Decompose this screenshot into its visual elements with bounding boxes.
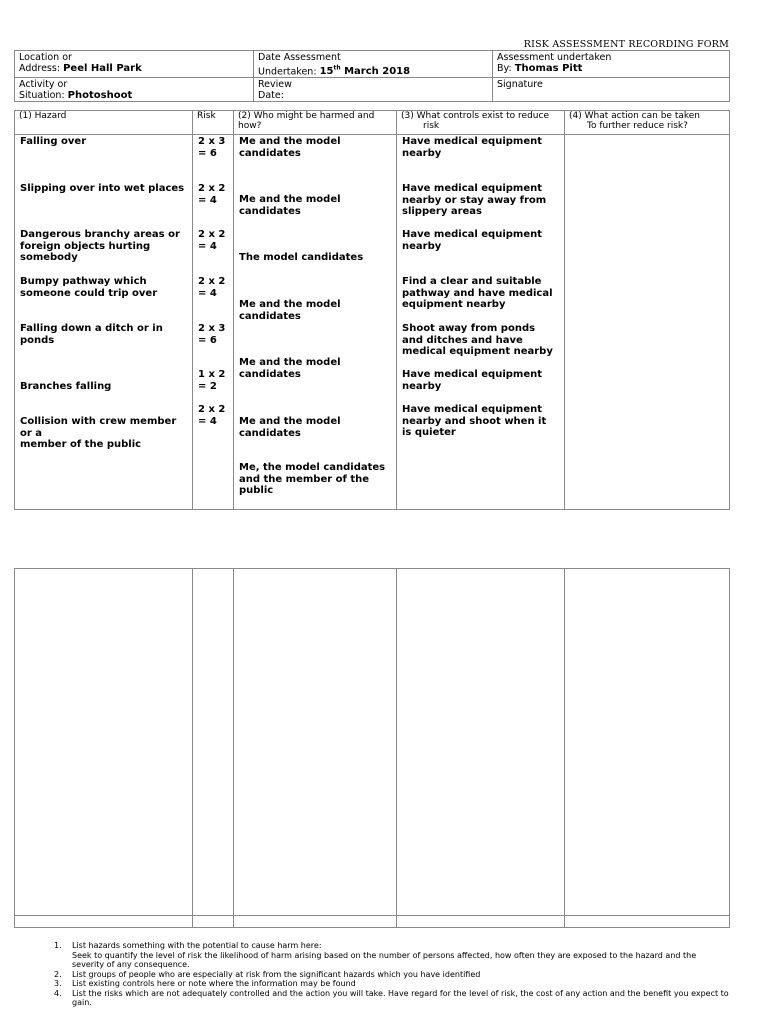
control-entry: Have medical equipment nearby bbox=[402, 369, 543, 392]
date-assessment-cell bbox=[254, 51, 493, 78]
harmed-entry: Me and the model candidates bbox=[239, 299, 341, 322]
signature-cell bbox=[493, 78, 730, 102]
harmed-entry: Me and the model candidates bbox=[239, 416, 341, 439]
hazard-column bbox=[15, 135, 193, 510]
risk-rating: 2 x 2 = 4 bbox=[198, 183, 226, 206]
risk-column bbox=[193, 135, 234, 510]
blank-cell bbox=[397, 569, 565, 916]
harmed-entry: Me, the model candidates and the member of the public bbox=[239, 462, 386, 497]
instruction-item: 2. List groups of people who are especially at risk from the significant hazards which you have identified bbox=[54, 969, 481, 979]
risk-rating: 2 x 3 = 6 bbox=[198, 136, 226, 159]
blank-cell bbox=[193, 916, 234, 928]
undertaken-suffix: th bbox=[333, 65, 341, 72]
header-table bbox=[14, 50, 730, 102]
date-label: Date: bbox=[258, 90, 284, 102]
control-entry: Have medical equipment nearby bbox=[402, 229, 543, 252]
blank-cell bbox=[193, 569, 234, 916]
risk-table bbox=[14, 110, 730, 510]
blank-cell bbox=[565, 569, 730, 916]
hazard-entry: Slipping over into wet places bbox=[20, 183, 185, 194]
location-label: Location or bbox=[19, 52, 72, 63]
control-entry: Have medical equipment nearby and shoot when it is quieter bbox=[402, 404, 547, 439]
blank-cell bbox=[565, 916, 730, 928]
situation-value: Photoshoot bbox=[67, 90, 133, 102]
harmed-entry: Me and the model candidates bbox=[239, 357, 341, 380]
action-column-header: (4) What action can be taken To further reduce risk? bbox=[565, 111, 730, 135]
risk-rating: 1 x 2 = 2 bbox=[198, 369, 226, 392]
blank-cell bbox=[397, 916, 565, 928]
blank-cell bbox=[234, 916, 397, 928]
assessor-cell bbox=[493, 51, 730, 78]
controls-column bbox=[397, 135, 565, 510]
signature-label: Signature bbox=[497, 79, 543, 91]
continuation-table bbox=[14, 568, 730, 928]
instruction-item: 4. List the risks which are not adequately controlled and the action you will take. Have regard for the level of risk, the cost of any action and the benefit you expect to gain. bbox=[54, 988, 729, 1007]
undertaken-label: Undertaken: bbox=[258, 66, 317, 78]
who-column bbox=[234, 135, 397, 510]
address-label: Address: bbox=[19, 63, 61, 74]
by-value: Thomas Pitt bbox=[514, 63, 583, 74]
risk-rating: 2 x 2 = 4 bbox=[198, 404, 226, 427]
controls-column-header: (3) What controls exist to reduce risk bbox=[397, 111, 565, 135]
hazard-entry: Collision with crew member or a member of the public bbox=[20, 416, 177, 451]
harmed-entry: Me and the model candidates bbox=[239, 194, 341, 217]
control-entry: Have medical equipment nearby bbox=[402, 136, 543, 159]
hazard-column-header: (1) Hazard bbox=[15, 111, 193, 135]
hazard-entry: Falling down a ditch or in ponds bbox=[20, 323, 163, 346]
control-entry: Have medical equipment nearby or stay away from slippery areas bbox=[402, 183, 547, 218]
blank-cell bbox=[15, 569, 193, 916]
undertaken-day: 15 bbox=[319, 66, 334, 78]
assessment-undertaken-label: Assessment undertaken bbox=[497, 52, 612, 63]
hazard-entry: Branches falling bbox=[20, 381, 112, 392]
by-label: By: bbox=[497, 63, 512, 74]
form-title: RISK ASSESSMENT RECORDING FORM bbox=[523, 39, 729, 50]
review-label: Review bbox=[258, 79, 292, 91]
blank-cell bbox=[234, 569, 397, 916]
risk-rating: 2 x 3 = 6 bbox=[198, 323, 226, 346]
who-column-header: (2) Who might be harmed and how? bbox=[234, 111, 397, 135]
instruction-item: 1. List hazards something with the potential to cause harm here: Seek to quantify the level of risk the likelihood of harm arising based on the number of persons affected, how often they are exposed to the hazard and the severity of any consequence. bbox=[54, 941, 697, 969]
harmed-entry: Me and the model candidates bbox=[239, 136, 341, 159]
risk-rating: 2 x 2 = 4 bbox=[198, 229, 226, 252]
risk-rating: 2 x 2 = 4 bbox=[198, 276, 226, 299]
activity-label: Activity or bbox=[19, 79, 68, 91]
action-column bbox=[565, 135, 730, 510]
activity-cell bbox=[15, 78, 254, 102]
instructions-list bbox=[50, 941, 740, 1008]
control-entry: Shoot away from ponds and ditches and have medical equipment nearby bbox=[402, 323, 553, 358]
hazard-entry: Dangerous branchy areas or foreign objects hurting somebody bbox=[20, 229, 180, 264]
undertaken-rest: March 2018 bbox=[344, 66, 411, 78]
harmed-entry: The model candidates bbox=[239, 252, 364, 263]
situation-label: Situation: bbox=[19, 90, 65, 102]
date-assessment-label: Date Assessment bbox=[258, 52, 341, 63]
location-cell bbox=[15, 51, 254, 78]
hazard-entry: Bumpy pathway which someone could trip over bbox=[20, 276, 158, 299]
blank-cell bbox=[15, 916, 193, 928]
review-cell bbox=[254, 78, 493, 102]
hazard-entry: Falling over bbox=[20, 136, 87, 147]
instruction-item: 3. List existing controls here or note where the information may be found bbox=[54, 979, 356, 988]
risk-column-header: Risk bbox=[193, 111, 234, 135]
control-entry: Find a clear and suitable pathway and have medical equipment nearby bbox=[402, 276, 553, 311]
address-value: Peel Hall Park bbox=[63, 63, 142, 74]
